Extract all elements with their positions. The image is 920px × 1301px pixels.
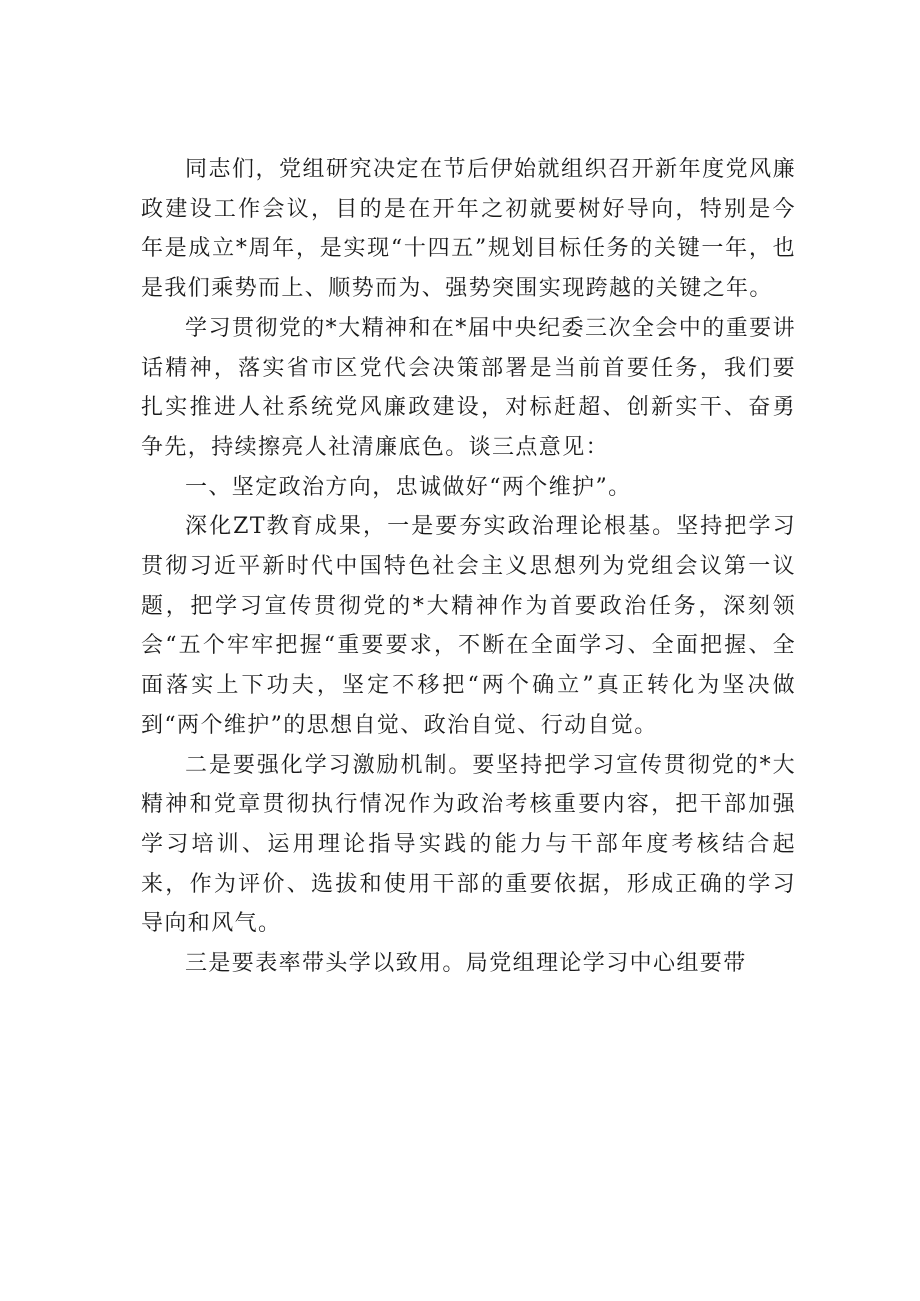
document-body — [141, 150, 796, 984]
section-heading-1: 一、坚定政治方向，忠诚做好“两个维护”。 — [185, 474, 632, 500]
paragraph-point-3: 三是要表率带头学以致用。局党组理论学习中心组要带 — [185, 951, 747, 977]
paragraph-point-1: 深化ZT教育成果，一是要夯实政治理论根基。坚持把学习贯彻习近平新时代中国特色社会主义思想列为党组会议第一议题，把学习宣传贯彻党的*大精神作为首要政治任务，深刻领会“五个牢牢把握“重要要求，不断在全面学习、全面把握、全面落实上下功夫，坚定不移把“两个确立”真正转化为坚决做到“两个维护”的思想自觉、政治自觉、行动自觉。 — [141, 514, 796, 738]
paragraph-opening: 同志们，党组研究决定在节后伊始就组织召开新年度党风廉政建设工作会议，目的是在开年之初就要树好导向，特别是今年是成立*周年，是实现“十四五”规划目标任务的关键一年，也是我们乘势而上、顺势而为、强势突围实现跨越的关键之年。 — [141, 157, 796, 302]
paragraph-point-2: 二是要强化学习激励机制。要坚持把学习宣传贯彻党的*大精神和党章贯彻执行情况作为政治考核重要内容，把干部加强学习培训、运用理论指导实践的能力与干部年度考核结合起来，作为评价、选拔和使用干部的重要依据，形成正确的学习导向和风气。 — [141, 752, 796, 937]
paragraph-tasks: 学习贯彻党的*大精神和在*届中央纪委三次全会中的重要讲话精神，落实省市区党代会决策部署是当前首要任务，我们要扎实推进人社系统党风廉政建设，对标赶超、创新实干、奋勇争先，持续擦亮人社清廉底色。谈三点意见： — [141, 315, 796, 460]
